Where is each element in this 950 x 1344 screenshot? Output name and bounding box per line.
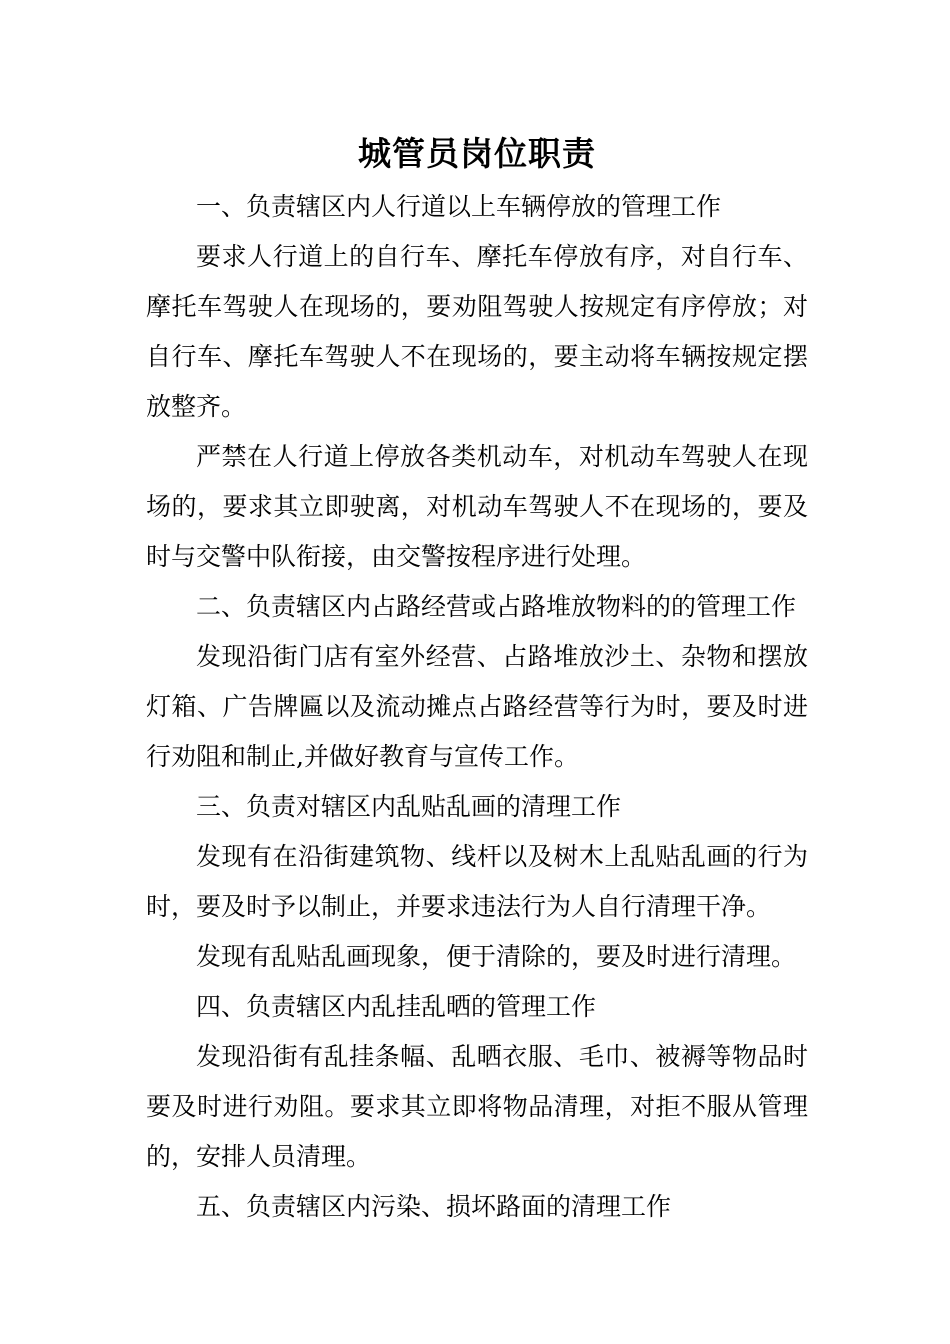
section-heading-5: 五、负责辖区内污染、损坏路面的清理工作	[196, 1192, 672, 1221]
section-heading-1: 一、负责辖区内人行道以上车辆停放的管理工作	[196, 192, 722, 221]
paragraph: 严禁在人行道上停放各类机动车，对机动车驾驶人在现场的，要求其立即驶离，对机动车驾驶人不在现场的，要及时与交警中队衔接，由交警按程序进行处理。	[146, 442, 808, 571]
paragraph: 发现沿街有乱挂条幅、乱晒衣服、毛巾、被褥等物品时要及时进行劝阻。要求其立即将物品清理，对拒不服从管理的，安排人员清理。	[146, 1042, 808, 1171]
section-heading-4: 四、负责辖区内乱挂乱晒的管理工作	[196, 992, 597, 1021]
section-heading-2: 二、负责辖区内占路经营或占路堆放物料的的管理工作	[196, 592, 797, 621]
document-title: 城管员岗位职责	[358, 134, 596, 173]
paragraph: 发现有在沿街建筑物、线杆以及树木上乱贴乱画的行为时，要及时予以制止，并要求违法行为人自行清理干净。	[146, 842, 808, 921]
paragraph: 发现有乱贴乱画现象，便于清除的，要及时进行清理。	[196, 942, 797, 971]
paragraph: 要求人行道上的自行车、摩托车停放有序，对自行车、摩托车驾驶人在现场的，要劝阻驾驶人按规定有序停放；对自行车、摩托车驾驶人不在现场的，要主动将车辆按规定摆放整齐。	[146, 242, 808, 421]
section-heading-3: 三、负责对辖区内乱贴乱画的清理工作	[196, 792, 622, 821]
paragraph: 发现沿街门店有室外经营、占路堆放沙土、杂物和摆放灯箱、广告牌匾以及流动摊点占路经营等行为时，要及时进行劝阻和制止,并做好教育与宣传工作。	[146, 642, 808, 771]
